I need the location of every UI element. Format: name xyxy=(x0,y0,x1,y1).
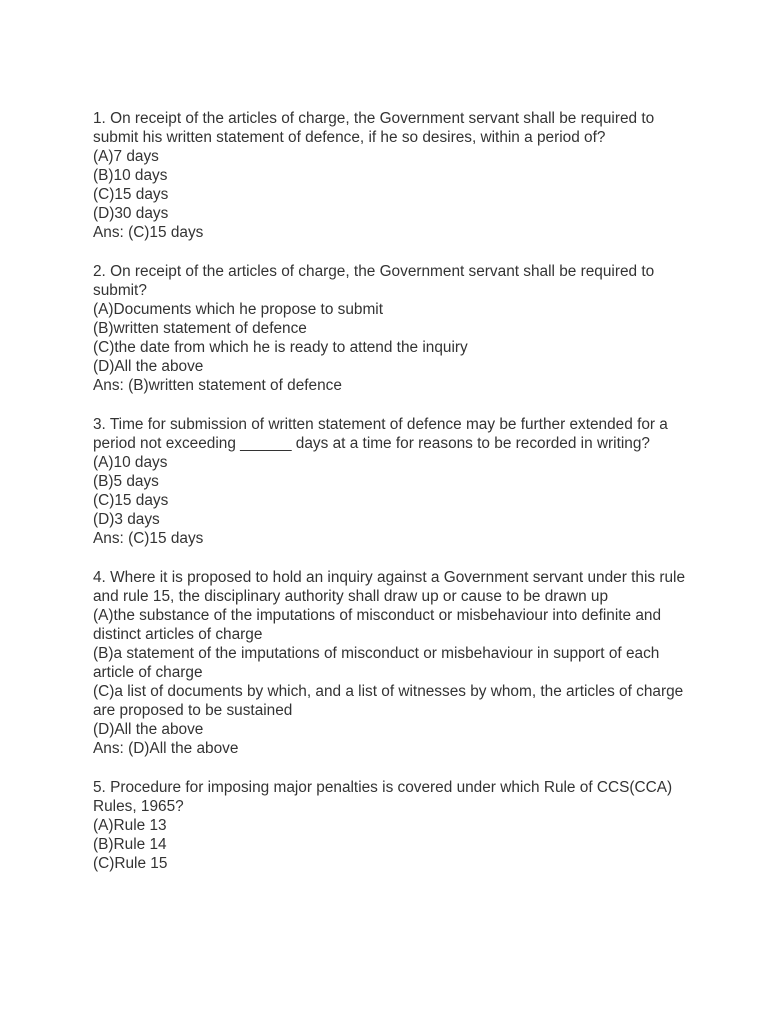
option-a: (A)7 days xyxy=(93,148,159,165)
answer: Ans: (C)15 days xyxy=(93,530,204,547)
option-b: (B)Rule 14 xyxy=(93,836,167,853)
question-stem: 4. Where it is proposed to hold an inquiry against a Government servant under this rule and rule 15, the disciplinary authority shall draw up or cause to be drawn up xyxy=(93,569,686,605)
option-d: (D)3 days xyxy=(93,511,160,528)
document-page xyxy=(93,109,703,893)
answer: Ans: (B)written statement of defence xyxy=(93,377,342,394)
option-d: (D)All the above xyxy=(93,358,204,375)
option-a: (A)the substance of the imputations of misconduct or misbehaviour into definite and distinct articles of charge xyxy=(93,607,662,643)
option-c: (C)15 days xyxy=(93,186,169,203)
question-5 xyxy=(93,778,703,873)
question-stem: 3. Time for submission of written statement of defence may be further extended for a period not exceeding ______ days at a time for reasons to be recorded in writing? xyxy=(93,416,668,452)
option-d: (D)All the above xyxy=(93,721,204,738)
question-stem: 5. Procedure for imposing major penalties is covered under which Rule of CCS(CCA) Rules, 1965? xyxy=(93,779,673,815)
option-a: (A)Documents which he propose to submit xyxy=(93,301,383,318)
option-d: (D)30 days xyxy=(93,205,169,222)
question-stem: 2. On receipt of the articles of charge, the Government servant shall be required to submit? xyxy=(93,263,655,299)
option-c: (C)the date from which he is ready to attend the inquiry xyxy=(93,339,468,356)
option-c: (C)Rule 15 xyxy=(93,855,168,872)
option-a: (A)10 days xyxy=(93,454,168,471)
question-3 xyxy=(93,415,703,548)
option-b: (B)a statement of the imputations of misconduct or misbehaviour in support of each article of charge xyxy=(93,645,660,681)
option-b: (B)5 days xyxy=(93,473,159,490)
question-1 xyxy=(93,109,703,242)
answer: Ans: (D)All the above xyxy=(93,740,239,757)
option-c: (C)15 days xyxy=(93,492,169,509)
question-4 xyxy=(93,568,703,758)
option-b: (B)10 days xyxy=(93,167,168,184)
option-a: (A)Rule 13 xyxy=(93,817,167,834)
answer: Ans: (C)15 days xyxy=(93,224,204,241)
question-stem: 1. On receipt of the articles of charge, the Government servant shall be required to submit his written statement of defence, if he so desires, within a period of? xyxy=(93,110,655,146)
option-c: (C)a list of documents by which, and a list of witnesses by whom, the articles of charge are proposed to be sustained xyxy=(93,683,684,719)
question-2 xyxy=(93,262,703,395)
option-b: (B)written statement of defence xyxy=(93,320,307,337)
